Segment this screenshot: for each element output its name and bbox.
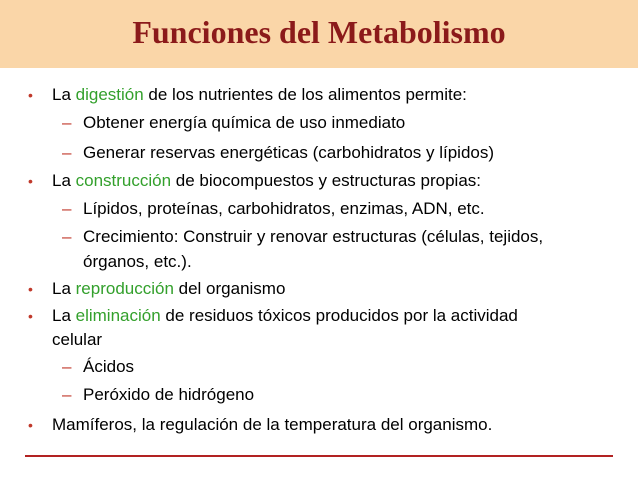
bullet-icon: •	[28, 173, 33, 189]
highlight-term: reproducción	[75, 279, 174, 298]
highlight-term: eliminación	[75, 306, 161, 325]
sub-item-text: Obtener energía química de uso inmediato	[83, 113, 406, 132]
bullet-icon: •	[28, 308, 33, 324]
bullet-text: celular	[52, 330, 103, 349]
dash-icon: –	[62, 357, 72, 376]
highlight-term: digestión	[75, 85, 144, 104]
dash-icon: –	[62, 385, 72, 404]
bullet-text: La construcción de biocompuestos y estructuras propias:	[52, 171, 482, 190]
dash-icon: –	[62, 199, 72, 218]
sub-item-text: Lípidos, proteínas, carbohidratos, enzimas, ADN, etc.	[83, 199, 485, 218]
bullet-text: La reproducción del organismo	[52, 279, 286, 298]
sub-item-text: Peróxido de hidrógeno	[83, 385, 255, 404]
bullet-icon: •	[28, 417, 33, 433]
slide-title: Funciones del Metabolismo	[132, 14, 506, 50]
highlight-term: construcción	[75, 171, 172, 190]
sub-item-text: órganos, etc.).	[83, 252, 192, 271]
bullet-icon: •	[28, 281, 33, 297]
dash-icon: –	[62, 227, 72, 246]
bottom-divider	[25, 455, 613, 457]
bullet-text: Mamíferos, la regulación de la temperatura del organismo.	[52, 415, 493, 434]
bullet-icon: •	[28, 87, 33, 103]
dash-icon: –	[62, 113, 72, 132]
dash-icon: –	[62, 143, 72, 162]
sub-item-text: Crecimiento: Construir y renovar estructuras (células, tejidos,	[83, 227, 544, 246]
sub-item-text: Generar reservas energéticas (carbohidratos y lípidos)	[83, 143, 495, 162]
sub-item-text: Ácidos	[83, 357, 135, 376]
bullet-text: La eliminación de residuos tóxicos producidos por la actividad	[52, 306, 518, 325]
bullet-text: La digestión de los nutrientes de los alimentos permite:	[52, 85, 467, 104]
